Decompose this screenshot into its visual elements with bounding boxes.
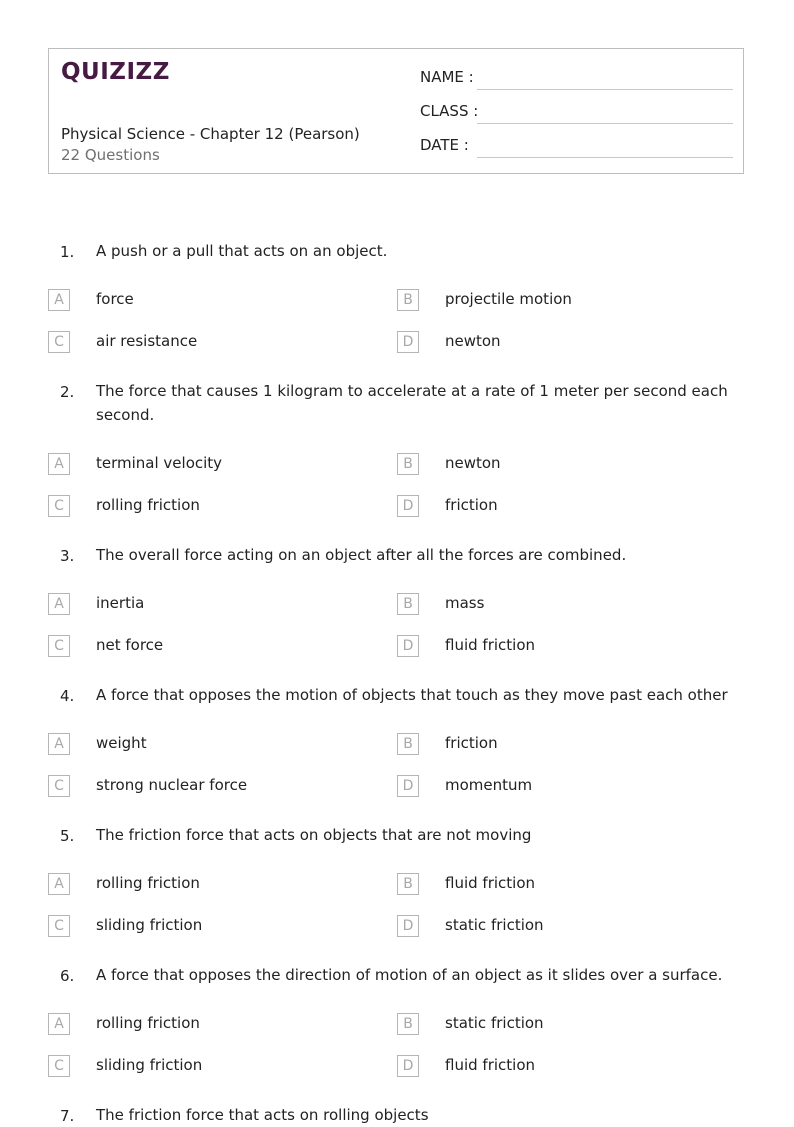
question-number: 6. [60,967,75,985]
option-text: mass [445,594,485,612]
class-label: CLASS : [420,102,479,120]
option-letter-box: D [397,775,419,797]
option-letter-box: B [397,289,419,311]
option-text: static friction [445,916,544,934]
option-text: rolling friction [96,1014,200,1032]
option-letter-box: C [48,331,70,353]
quizizz-logo: QUIZIZZ [61,59,170,85]
worksheet-title: Physical Science - Chapter 12 (Pearson) [61,125,360,143]
option-text: friction [445,496,498,514]
option-letter-box: C [48,915,70,937]
question-text: A push or a pull that acts on an object. [96,242,388,260]
question-text: The friction force that acts on objects that are not moving [96,826,532,844]
name-line[interactable] [477,89,733,90]
date-line[interactable] [477,157,733,158]
option-letter-box: C [48,635,70,657]
option-letter-box: C [48,775,70,797]
option-letter-box: B [397,873,419,895]
question-number: 1. [60,243,75,261]
option-text: fluid friction [445,636,536,654]
option-text: net force [96,636,164,654]
option-text: fluid friction [445,874,536,892]
worksheet-header [48,48,744,174]
option-text: weight [96,734,147,752]
date-field[interactable] [420,136,733,158]
option-text: momentum [445,776,533,794]
option-text: sliding friction [96,1056,203,1074]
option-letter-box: A [48,453,70,475]
option-letter-box: D [397,915,419,937]
option-text: rolling friction [96,496,200,514]
date-label: DATE : [420,136,469,154]
option-text: strong nuclear force [96,776,248,794]
option-letter-box: A [48,1013,70,1035]
question-text: A force that opposes the direction of motion of an object as it slides over a surface. [96,966,723,984]
option-text: projectile motion [445,290,572,308]
question-number: 7. [60,1107,75,1125]
question-count: 22 Questions [61,146,160,164]
option-letter-box: B [397,733,419,755]
option-text: newton [445,454,501,472]
option-letter-box: D [397,635,419,657]
question-text: A force that opposes the motion of objects that touch as they move past each other [96,686,728,704]
name-field[interactable] [420,68,733,90]
option-text: air resistance [96,332,198,350]
option-letter-box: C [48,1055,70,1077]
option-text: newton [445,332,501,350]
option-letter-box: D [397,495,419,517]
question-number: 3. [60,547,75,565]
option-letter-box: C [48,495,70,517]
question-text: The friction force that acts on rolling objects [96,1106,429,1124]
option-letter-box: B [397,1013,419,1035]
option-text: friction [445,734,498,752]
option-letter-box: D [397,331,419,353]
class-field[interactable] [420,102,733,124]
question-number: 2. [60,383,75,401]
option-text: inertia [96,594,145,612]
option-text: fluid friction [445,1056,536,1074]
option-text: rolling friction [96,874,200,892]
question-number: 4. [60,687,75,705]
option-letter-box: A [48,289,70,311]
option-letter-box: A [48,593,70,615]
class-line[interactable] [477,123,733,124]
option-letter-box: A [48,873,70,895]
option-letter-box: B [397,453,419,475]
option-letter-box: A [48,733,70,755]
option-letter-box: D [397,1055,419,1077]
option-text: terminal velocity [96,454,223,472]
option-text: sliding friction [96,916,203,934]
option-letter-box: B [397,593,419,615]
question-text: The force that causes 1 kilogram to accelerate at a rate of 1 meter per second each second. [96,382,728,424]
question-number: 5. [60,827,75,845]
option-text: static friction [445,1014,544,1032]
name-label: NAME : [420,68,474,86]
option-text: force [96,290,134,308]
question-text: The overall force acting on an object after all the forces are combined. [96,546,627,564]
